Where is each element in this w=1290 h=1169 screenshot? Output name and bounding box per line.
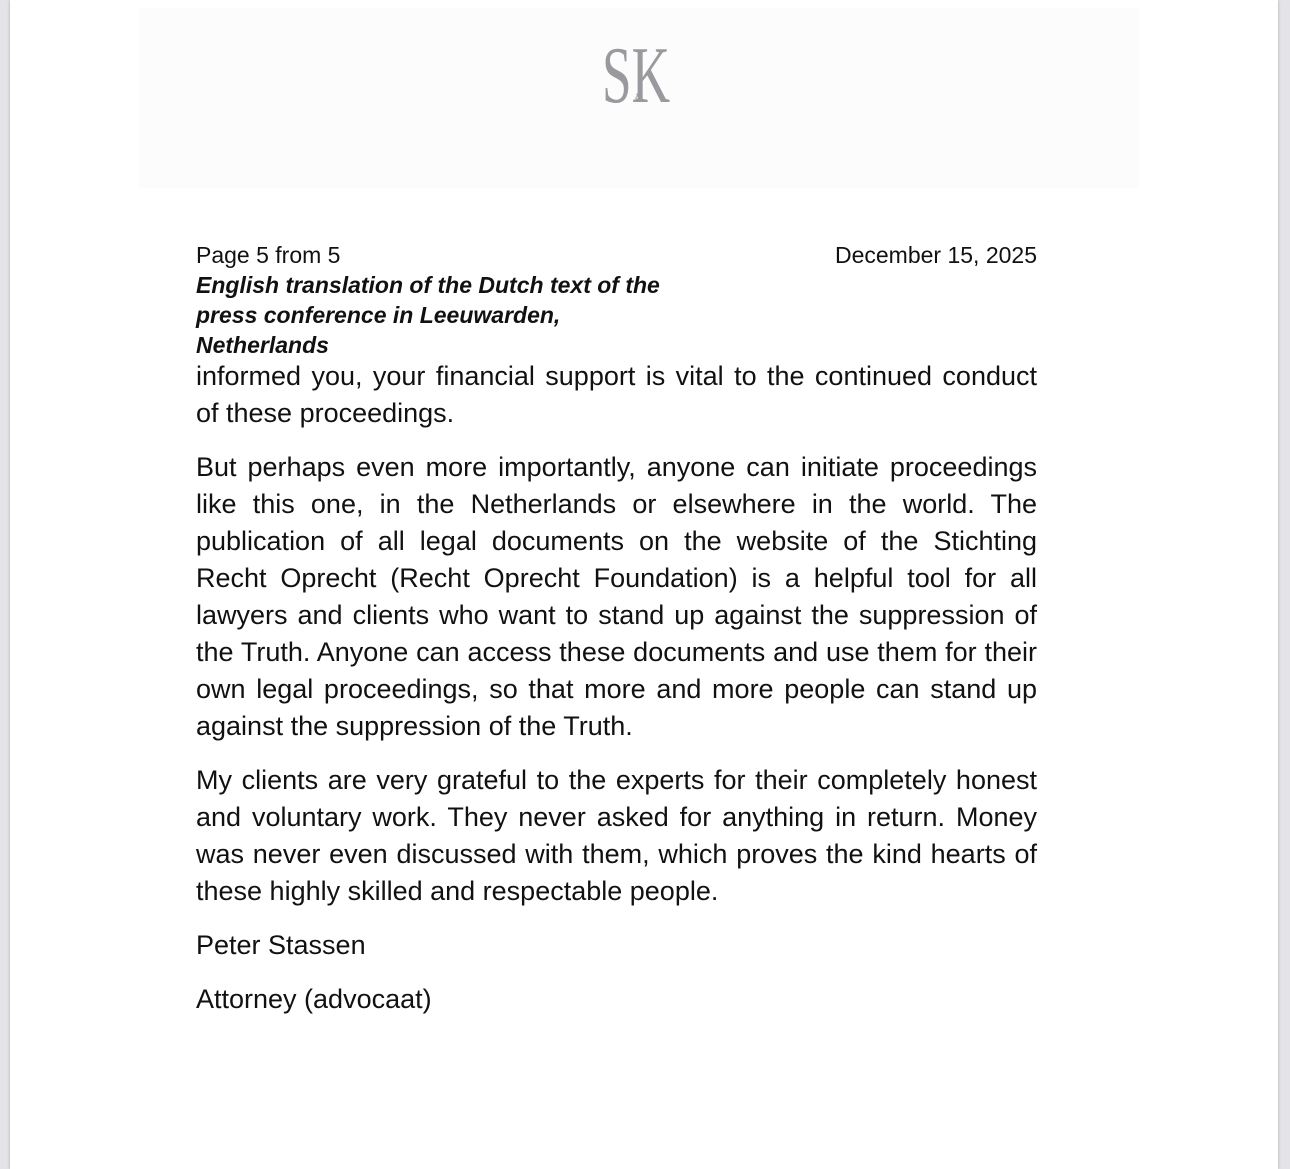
paragraph: informed you, your financial support is vital to the continued conduct of these proceedings. xyxy=(196,361,1037,428)
logo-ampersand: & xyxy=(635,91,644,103)
body-text xyxy=(196,358,1037,1035)
signature-name: Peter Stassen xyxy=(196,930,366,960)
page-number: Page 5 from 5 xyxy=(196,242,341,268)
paragraph: My clients are very grateful to the experts for their completely honest and voluntary work. They never asked for anything in return. Money was never even discussed with them, which proves the kind hearts of these highly skilled and respectable people. xyxy=(196,765,1037,906)
document-date: December 15, 2025 xyxy=(834,242,1037,268)
sk-logo xyxy=(600,30,672,112)
logo-text: SK xyxy=(602,32,670,112)
signature-role: Attorney (advocaat) xyxy=(196,984,432,1014)
paragraph: But perhaps even more importantly, anyone can initiate proceedings like this one, in the Netherlands or elsewhere in the world. The publication of all legal documents on the website of the Stichting Recht Oprecht (Recht Oprecht Foundation) is a helpful tool for all lawyers and clients who want to stand up against the suppression of the Truth. Anyone can access these documents and use them for their own legal proceedings, so that more and more people can stand up against the suppression of the Truth. xyxy=(196,452,1037,741)
document-page xyxy=(10,0,1278,1169)
document-title: English translation of the Dutch text of the press conference in Leeuwarden, Netherlands xyxy=(196,272,660,358)
